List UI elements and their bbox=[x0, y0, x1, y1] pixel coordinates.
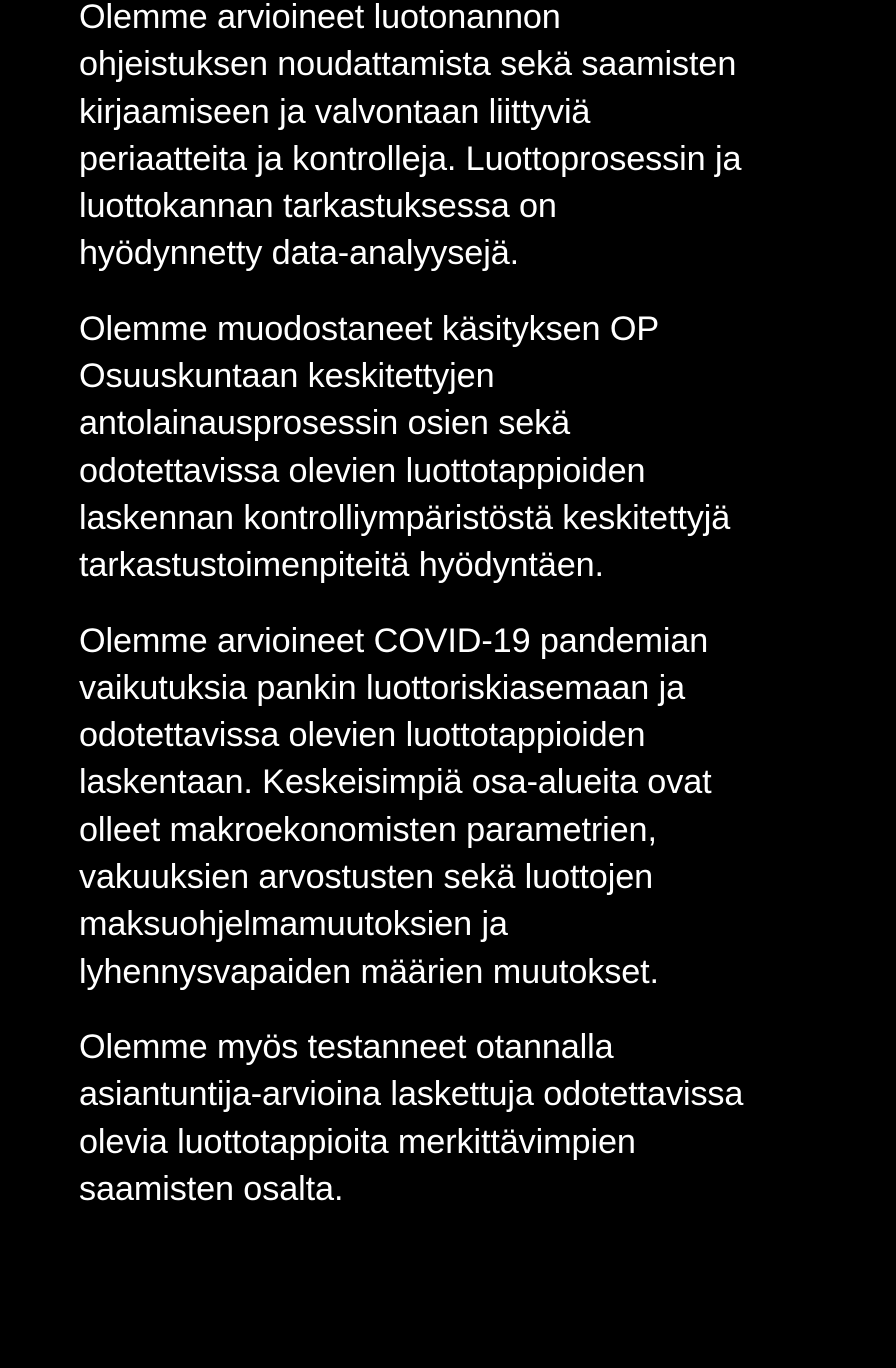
paragraph-sample-testing bbox=[79, 1024, 896, 1213]
paragraph-covid-impact bbox=[79, 618, 896, 996]
text-line: hyödynnetty data-analyysejä. bbox=[79, 234, 520, 273]
text-line: maksuohjelmamuutoksien ja bbox=[79, 905, 508, 944]
text-line: laskentaan. Keskeisimpiä osa-alueita ovat bbox=[79, 763, 712, 802]
text-line: antolainausprosessin osien sekä bbox=[79, 404, 571, 443]
text-line: asiantuntija-arvioina laskettuja odotettavissa bbox=[79, 1075, 744, 1114]
paragraph-loan-guidance bbox=[79, 0, 896, 278]
text-line: luottokannan tarkastuksessa on bbox=[79, 187, 557, 226]
text-line: kirjaamiseen ja valvontaan liittyviä bbox=[79, 92, 591, 131]
text-line: Olemme myös testanneet otannalla bbox=[79, 1027, 614, 1066]
text-line: saamisten osalta. bbox=[79, 1169, 344, 1208]
text-line: Olemme arvioineet COVID-19 pandemian bbox=[79, 621, 709, 660]
text-line: laskennan kontrolliympäristöstä keskitettyjä bbox=[79, 498, 731, 537]
text-line: Olemme muodostaneet käsityksen OP bbox=[79, 309, 660, 348]
text-line: periaatteita ja kontrolleja. Luottoprosessin ja bbox=[79, 139, 742, 178]
text-line: lyhennysvapaiden määrien muutokset. bbox=[79, 952, 659, 991]
paragraph-control-environment bbox=[79, 306, 896, 590]
text-line: ohjeistuksen noudattamista sekä saamisten bbox=[79, 45, 737, 84]
text-line: tarkastustoimenpiteitä hyödyntäen. bbox=[79, 546, 604, 585]
text-line: olevia luottotappioita merkittävimpien bbox=[79, 1122, 636, 1161]
text-line: olleet makroekonomisten parametrien, bbox=[79, 810, 657, 849]
text-line: odotettavissa olevien luottotappioiden bbox=[79, 451, 646, 490]
text-line: odotettavissa olevien luottotappioiden bbox=[79, 716, 646, 755]
text-line: vakuuksien arvostusten sekä luottojen bbox=[79, 858, 654, 897]
text-line: vaikutuksia pankin luottoriskiasemaan ja bbox=[79, 668, 686, 707]
text-line: Olemme arvioineet luotonannon bbox=[79, 0, 561, 36]
text-line: Osuuskuntaan keskitettyjen bbox=[79, 357, 495, 396]
document-body bbox=[79, 0, 896, 1241]
